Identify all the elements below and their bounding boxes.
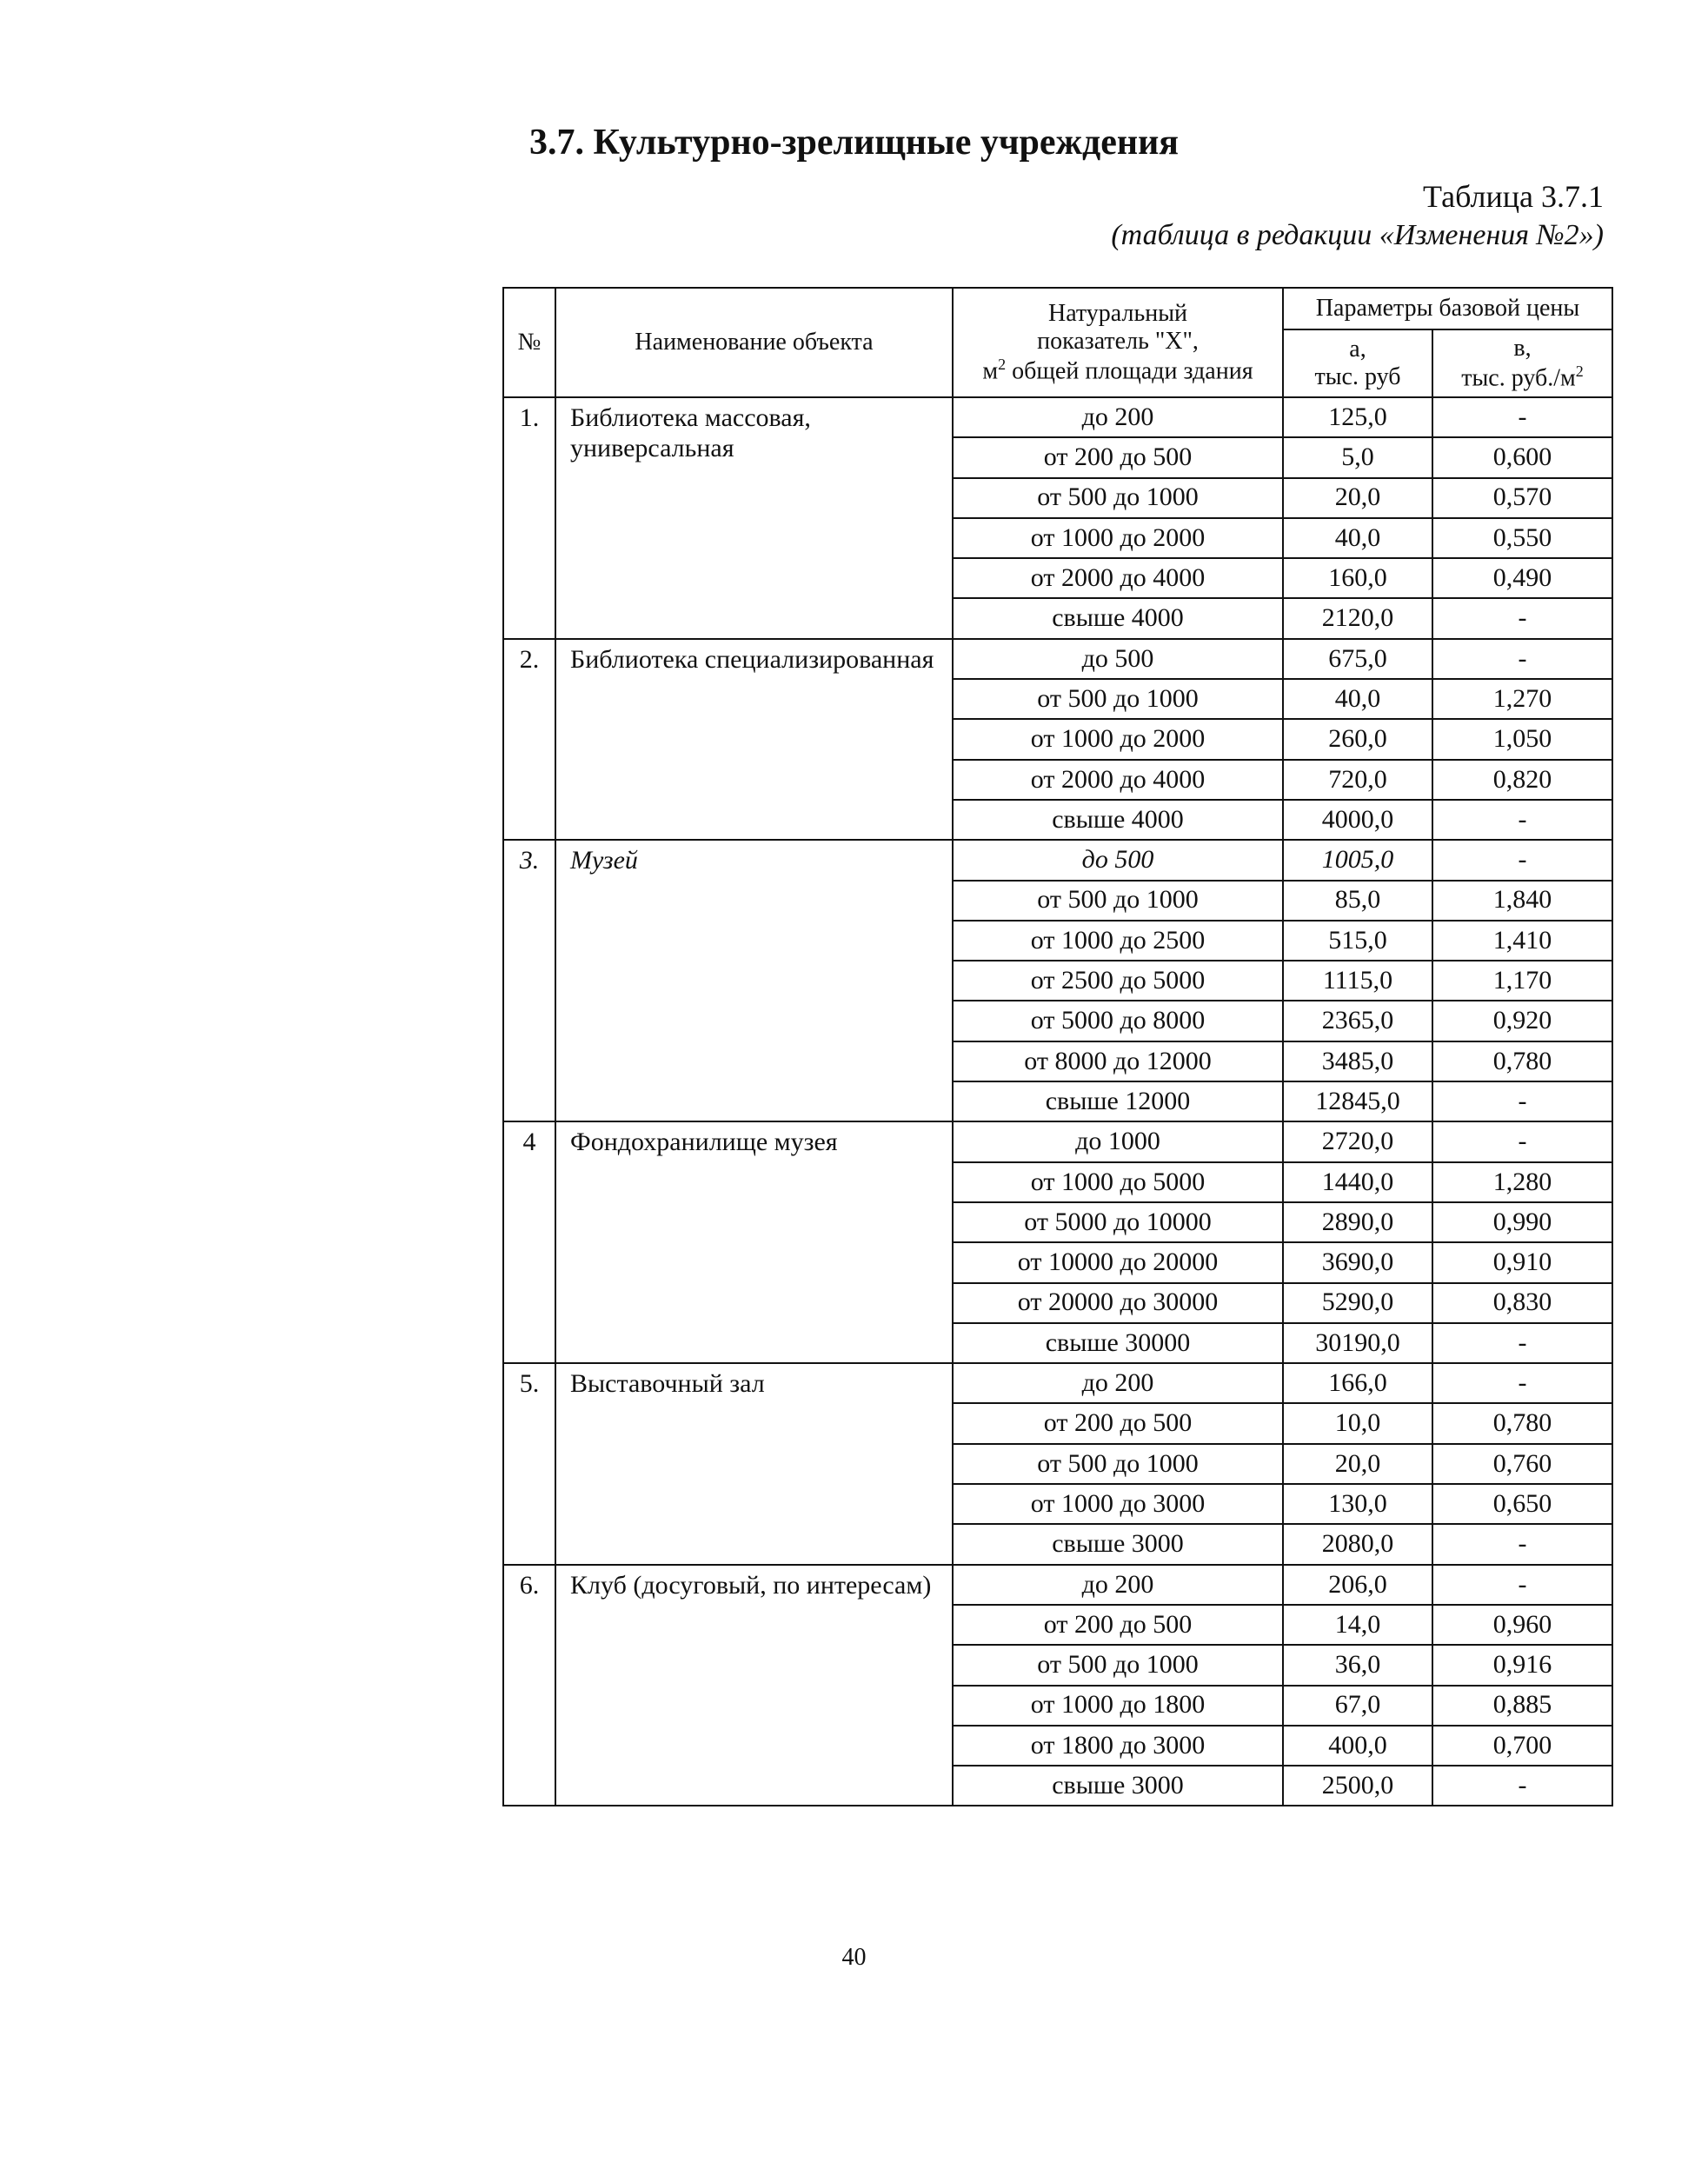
value-b-cell: 0,780 bbox=[1432, 1041, 1612, 1081]
value-b-cell: 0,960 bbox=[1432, 1605, 1612, 1645]
range-cell: от 500 до 1000 bbox=[953, 1645, 1283, 1685]
value-b-cell: 0,490 bbox=[1432, 558, 1612, 598]
object-name: Библиотека массовая, универсальная bbox=[555, 397, 953, 639]
range-cell: от 1000 до 2500 bbox=[953, 921, 1283, 961]
header-indicator-unit-sup: 2 bbox=[998, 355, 1007, 373]
value-a-cell: 166,0 bbox=[1283, 1363, 1432, 1403]
header-indicator-line2: показатель "X", bbox=[1037, 327, 1199, 355]
price-table bbox=[502, 287, 1613, 1806]
value-a-cell: 130,0 bbox=[1283, 1484, 1432, 1524]
header-b-sup: 2 bbox=[1575, 362, 1584, 380]
table-body bbox=[503, 397, 1612, 1806]
value-b-cell: 1,410 bbox=[1432, 921, 1612, 961]
value-b-cell: 0,650 bbox=[1432, 1484, 1612, 1524]
value-b-cell: 0,920 bbox=[1432, 1001, 1612, 1041]
value-b-cell: 0,700 bbox=[1432, 1726, 1612, 1766]
object-number: 2. bbox=[503, 639, 555, 840]
value-b-cell: 0,760 bbox=[1432, 1444, 1612, 1484]
value-b-cell: 1,170 bbox=[1432, 961, 1612, 1001]
range-cell: от 2000 до 4000 bbox=[953, 760, 1283, 800]
value-b-cell: 1,270 bbox=[1432, 679, 1612, 719]
range-cell: от 1000 до 5000 bbox=[953, 1162, 1283, 1202]
header-indicator-unit: м bbox=[982, 357, 999, 385]
range-cell: от 1000 до 3000 bbox=[953, 1484, 1283, 1524]
value-b-cell: 0,830 bbox=[1432, 1283, 1612, 1323]
header-a-line1: а, bbox=[1349, 335, 1366, 363]
value-a-cell: 260,0 bbox=[1283, 719, 1432, 759]
table-note: (таблица в редакции «Изменения №2») bbox=[1111, 219, 1604, 251]
value-b-cell: - bbox=[1432, 840, 1612, 880]
value-b-cell: 0,916 bbox=[1432, 1645, 1612, 1685]
table-row bbox=[503, 1121, 1612, 1161]
value-a-cell: 3485,0 bbox=[1283, 1041, 1432, 1081]
range-cell: до 500 bbox=[953, 639, 1283, 679]
value-b-cell: - bbox=[1432, 800, 1612, 840]
value-a-cell: 160,0 bbox=[1283, 558, 1432, 598]
value-a-cell: 67,0 bbox=[1283, 1686, 1432, 1726]
object-name: Выставочный зал bbox=[555, 1363, 953, 1564]
range-cell: от 500 до 1000 bbox=[953, 881, 1283, 921]
table-row bbox=[503, 639, 1612, 679]
range-cell: от 2500 до 5000 bbox=[953, 961, 1283, 1001]
value-a-cell: 2120,0 bbox=[1283, 598, 1432, 638]
value-a-cell: 20,0 bbox=[1283, 1444, 1432, 1484]
object-number: 1. bbox=[503, 397, 555, 639]
range-cell: от 1000 до 2000 bbox=[953, 518, 1283, 558]
value-b-cell: 0,990 bbox=[1432, 1202, 1612, 1242]
header-params: Параметры базовой цены bbox=[1283, 288, 1612, 329]
range-cell: свыше 3000 bbox=[953, 1524, 1283, 1564]
table-row bbox=[503, 1363, 1612, 1403]
value-b-cell: 0,600 bbox=[1432, 437, 1612, 477]
header-row-1 bbox=[503, 288, 1612, 329]
range-cell: от 500 до 1000 bbox=[953, 478, 1283, 518]
value-a-cell: 1005,0 bbox=[1283, 840, 1432, 880]
value-a-cell: 5290,0 bbox=[1283, 1283, 1432, 1323]
value-a-cell: 36,0 bbox=[1283, 1645, 1432, 1685]
value-a-cell: 10,0 bbox=[1283, 1403, 1432, 1443]
value-a-cell: 125,0 bbox=[1283, 397, 1432, 437]
value-a-cell: 2890,0 bbox=[1283, 1202, 1432, 1242]
range-cell: от 20000 до 30000 bbox=[953, 1283, 1283, 1323]
header-num: № bbox=[503, 288, 555, 397]
value-a-cell: 2500,0 bbox=[1283, 1766, 1432, 1806]
value-b-cell: - bbox=[1432, 1766, 1612, 1806]
value-a-cell: 14,0 bbox=[1283, 1605, 1432, 1645]
object-number: 5. bbox=[503, 1363, 555, 1564]
object-name: Музей bbox=[555, 840, 953, 1121]
range-cell: от 500 до 1000 bbox=[953, 1444, 1283, 1484]
range-cell: от 5000 до 8000 bbox=[953, 1001, 1283, 1041]
range-cell: от 200 до 500 bbox=[953, 1403, 1283, 1443]
range-cell: свыше 4000 bbox=[953, 598, 1283, 638]
range-cell: от 2000 до 4000 bbox=[953, 558, 1283, 598]
value-a-cell: 400,0 bbox=[1283, 1726, 1432, 1766]
table-label: Таблица 3.7.1 bbox=[1423, 179, 1604, 214]
value-b-cell: 1,280 bbox=[1432, 1162, 1612, 1202]
value-a-cell: 85,0 bbox=[1283, 881, 1432, 921]
object-name: Библиотека специализированная bbox=[555, 639, 953, 840]
range-cell: свыше 3000 bbox=[953, 1766, 1283, 1806]
value-a-cell: 40,0 bbox=[1283, 679, 1432, 719]
page-number: 40 bbox=[841, 1944, 867, 1971]
value-b-cell: - bbox=[1432, 1323, 1612, 1363]
header-b-line2: тыс. руб./м bbox=[1461, 364, 1576, 392]
object-name: Фондохранилище музея bbox=[555, 1121, 953, 1363]
range-cell: свыше 12000 bbox=[953, 1081, 1283, 1121]
header-indicator-line1: Натуральный bbox=[1048, 299, 1187, 327]
value-a-cell: 2080,0 bbox=[1283, 1524, 1432, 1564]
header-indicator-line3: общей площади здания bbox=[1006, 357, 1253, 385]
section-title: 3.7. Культурно-зрелищные учреждения bbox=[528, 123, 1180, 163]
range-cell: от 1000 до 1800 bbox=[953, 1686, 1283, 1726]
range-cell: до 1000 bbox=[953, 1121, 1283, 1161]
value-b-cell: 1,050 bbox=[1432, 719, 1612, 759]
value-a-cell: 30190,0 bbox=[1283, 1323, 1432, 1363]
value-b-cell: - bbox=[1432, 1121, 1612, 1161]
value-b-cell: - bbox=[1432, 1363, 1612, 1403]
object-number: 6. bbox=[503, 1565, 555, 1806]
value-b-cell: - bbox=[1432, 1565, 1612, 1605]
range-cell: свыше 30000 bbox=[953, 1323, 1283, 1363]
value-b-cell: - bbox=[1432, 598, 1612, 638]
range-cell: до 500 bbox=[953, 840, 1283, 880]
value-a-cell: 675,0 bbox=[1283, 639, 1432, 679]
range-cell: от 1000 до 2000 bbox=[953, 719, 1283, 759]
value-a-cell: 5,0 bbox=[1283, 437, 1432, 477]
range-cell: от 200 до 500 bbox=[953, 1605, 1283, 1645]
header-a-line2: тыс. руб bbox=[1314, 363, 1401, 390]
range-cell: до 200 bbox=[953, 1565, 1283, 1605]
header-a bbox=[1283, 329, 1432, 397]
value-a-cell: 3690,0 bbox=[1283, 1242, 1432, 1282]
range-cell: от 10000 до 20000 bbox=[953, 1242, 1283, 1282]
value-a-cell: 1115,0 bbox=[1283, 961, 1432, 1001]
value-a-cell: 20,0 bbox=[1283, 478, 1432, 518]
header-b bbox=[1432, 329, 1612, 397]
table-row bbox=[503, 397, 1612, 437]
value-b-cell: 1,840 bbox=[1432, 881, 1612, 921]
value-a-cell: 720,0 bbox=[1283, 760, 1432, 800]
value-b-cell: 0,550 bbox=[1432, 518, 1612, 558]
value-a-cell: 12845,0 bbox=[1283, 1081, 1432, 1121]
range-cell: от 5000 до 10000 bbox=[953, 1202, 1283, 1242]
range-cell: до 200 bbox=[953, 1363, 1283, 1403]
range-cell: от 1800 до 3000 bbox=[953, 1726, 1283, 1766]
value-b-cell: 0,820 bbox=[1432, 760, 1612, 800]
value-a-cell: 206,0 bbox=[1283, 1565, 1432, 1605]
value-b-cell: - bbox=[1432, 1524, 1612, 1564]
value-b-cell: 0,570 bbox=[1432, 478, 1612, 518]
range-cell: от 8000 до 12000 bbox=[953, 1041, 1283, 1081]
header-name: Наименование объекта bbox=[555, 288, 953, 397]
range-cell: свыше 4000 bbox=[953, 800, 1283, 840]
value-b-cell: 0,885 bbox=[1432, 1686, 1612, 1726]
header-indicator bbox=[953, 288, 1283, 397]
object-name: Клуб (досуговый, по интересам) bbox=[555, 1565, 953, 1806]
object-number: 4 bbox=[503, 1121, 555, 1363]
value-a-cell: 2720,0 bbox=[1283, 1121, 1432, 1161]
range-cell: от 200 до 500 bbox=[953, 437, 1283, 477]
value-a-cell: 1440,0 bbox=[1283, 1162, 1432, 1202]
value-b-cell: 0,910 bbox=[1432, 1242, 1612, 1282]
value-a-cell: 2365,0 bbox=[1283, 1001, 1432, 1041]
value-b-cell: - bbox=[1432, 1081, 1612, 1121]
value-b-cell: - bbox=[1432, 639, 1612, 679]
value-a-cell: 4000,0 bbox=[1283, 800, 1432, 840]
table-row bbox=[503, 1565, 1612, 1605]
value-a-cell: 40,0 bbox=[1283, 518, 1432, 558]
range-cell: до 200 bbox=[953, 397, 1283, 437]
object-number: 3. bbox=[503, 840, 555, 1121]
header-b-line1: в, bbox=[1513, 334, 1532, 362]
range-cell: от 500 до 1000 bbox=[953, 679, 1283, 719]
value-a-cell: 515,0 bbox=[1283, 921, 1432, 961]
value-b-cell: - bbox=[1432, 397, 1612, 437]
value-b-cell: 0,780 bbox=[1432, 1403, 1612, 1443]
table-row bbox=[503, 840, 1612, 880]
